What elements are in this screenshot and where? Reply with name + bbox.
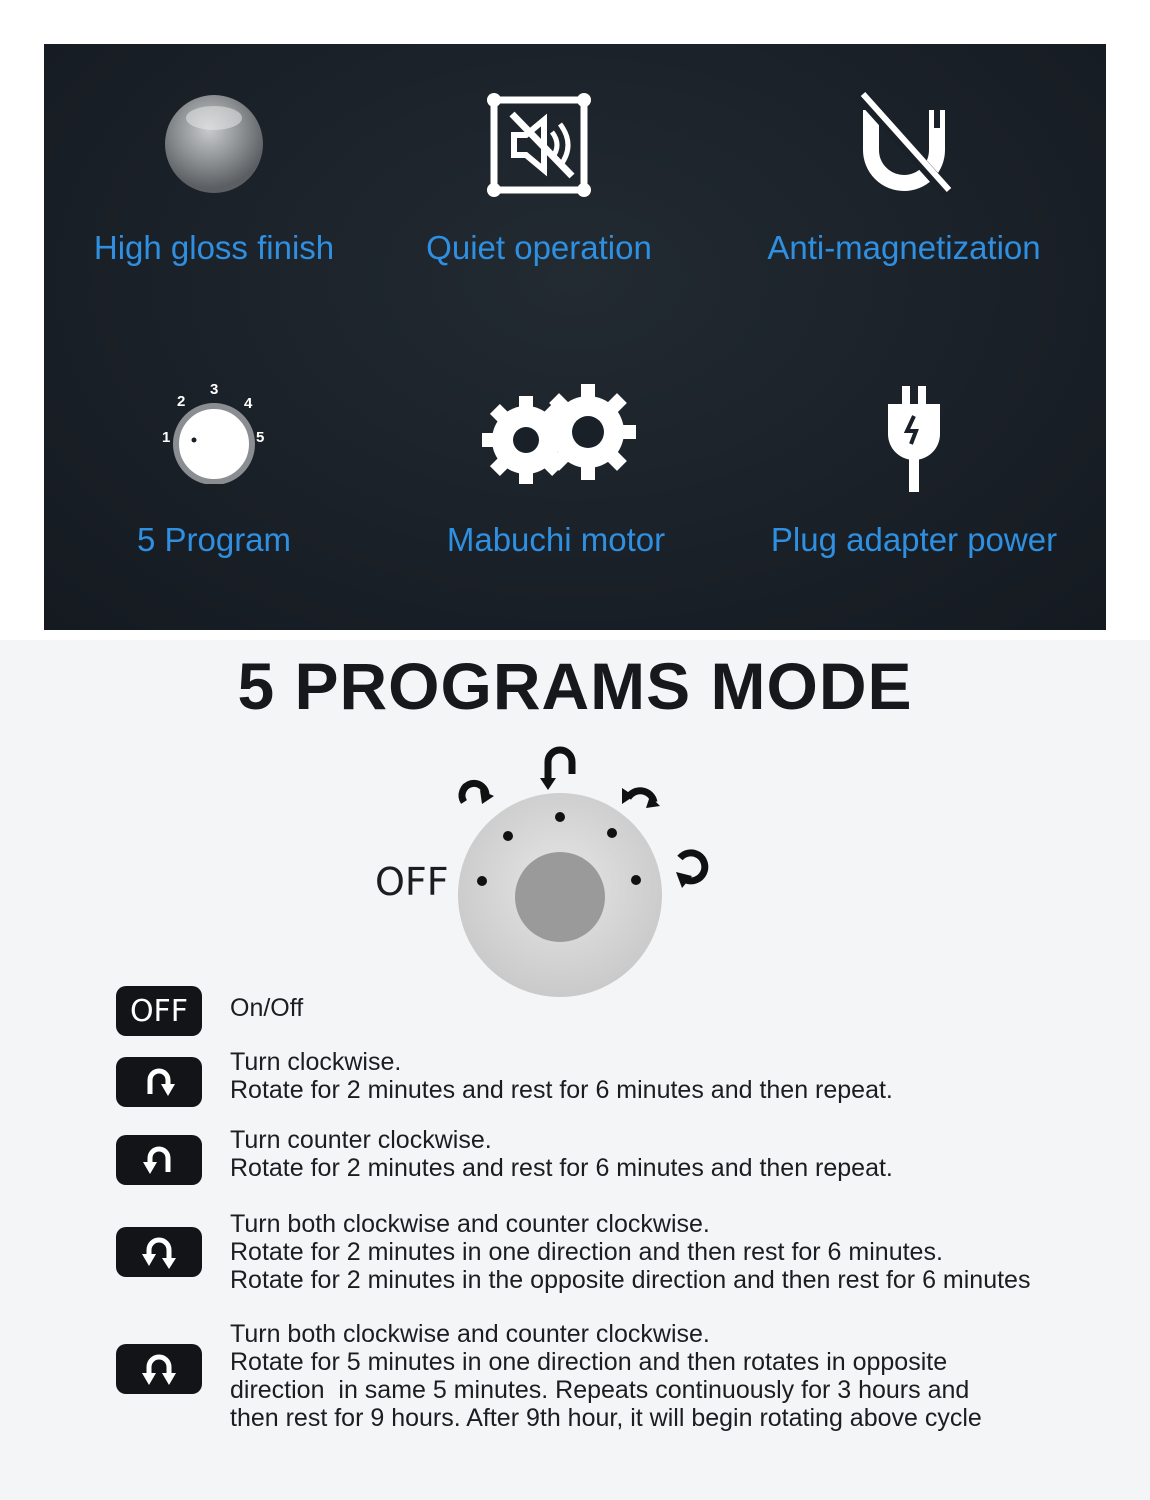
legend-line: direction in same 5 minutes. Repeats continuously for 3 hours and bbox=[230, 1376, 970, 1404]
legend-row-continuous bbox=[116, 1320, 1116, 1436]
gears-icon bbox=[476, 382, 636, 492]
dial-number-3: 3 bbox=[210, 381, 219, 398]
both-directions-arrow-icon bbox=[139, 1234, 179, 1270]
legend-description bbox=[230, 994, 303, 1022]
clockwise-badge bbox=[116, 1057, 202, 1107]
legend-line: Rotate for 5 minutes in one direction and then rotates in opposite bbox=[230, 1348, 948, 1376]
counter-clockwise-arrow-icon bbox=[548, 750, 572, 780]
dial-number-5: 5 bbox=[256, 429, 265, 446]
dial-off-label: OFF bbox=[375, 860, 449, 904]
continuous-badge bbox=[116, 1344, 202, 1394]
legend-description bbox=[230, 1048, 893, 1104]
power-plug-icon bbox=[874, 384, 954, 494]
legend-description bbox=[230, 1126, 893, 1182]
dial-number-2: 2 bbox=[177, 393, 186, 410]
clockwise-arrow-icon bbox=[141, 1064, 177, 1100]
legend-line: Rotate for 2 minutes in the opposite direction and then rest for 6 minutes bbox=[230, 1266, 1031, 1294]
dial-number-1: 1 bbox=[162, 429, 171, 446]
program-dial-graphic bbox=[360, 740, 740, 1000]
feature-quiet-operation bbox=[389, 84, 689, 284]
feature-label: Mabuchi motor bbox=[446, 521, 666, 558]
legend-line: On/Off bbox=[230, 994, 304, 1022]
feature-5-program bbox=[64, 374, 364, 574]
feature-plug-adapter bbox=[744, 374, 1084, 574]
legend-line: Rotate for 2 minutes in one direction and then rest for 6 minutes. bbox=[230, 1238, 943, 1266]
legend-description bbox=[230, 1320, 982, 1432]
legend-row-both-directions bbox=[116, 1210, 1116, 1298]
legend-line: Turn counter clockwise. bbox=[230, 1126, 492, 1154]
features-panel bbox=[44, 44, 1106, 630]
legend-line: Rotate for 2 minutes and rest for 6 minutes and then repeat. bbox=[230, 1076, 893, 1104]
legend-row-clockwise bbox=[116, 1048, 1116, 1110]
program-dial bbox=[360, 740, 740, 1000]
legend-line: Turn clockwise. bbox=[230, 1048, 402, 1076]
feature-mabuchi-motor bbox=[406, 374, 706, 574]
legend-line: Turn both clockwise and counter clockwise. bbox=[230, 1320, 710, 1348]
counter-clockwise-badge bbox=[116, 1135, 202, 1185]
no-magnet-icon bbox=[849, 90, 959, 200]
legend-row-off bbox=[116, 986, 1116, 1042]
legend-line: Turn both clockwise and counter clockwise. bbox=[230, 1210, 710, 1238]
feature-anti-magnetization bbox=[734, 84, 1074, 284]
counter-clockwise-arrow-icon bbox=[141, 1142, 177, 1178]
feature-label: High gloss finish bbox=[93, 229, 335, 266]
feature-label: Anti-magnetization bbox=[767, 229, 1041, 266]
mute-speaker-icon bbox=[484, 90, 594, 200]
legend-line: Rotate for 2 minutes and rest for 6 minutes and then repeat. bbox=[230, 1154, 893, 1182]
feature-high-gloss bbox=[64, 84, 364, 284]
feature-label: 5 Program bbox=[136, 521, 292, 558]
legend-line: then rest for 9 hours. After 9th hour, it will begin rotating above cycle bbox=[230, 1404, 982, 1432]
off-badge-label: OFF bbox=[129, 993, 189, 1029]
gloss-sphere-icon bbox=[159, 84, 269, 194]
feature-label: Plug adapter power bbox=[770, 521, 1058, 558]
feature-label: Quiet operation bbox=[426, 229, 652, 266]
off-badge bbox=[116, 986, 202, 1036]
dial-number-4: 4 bbox=[244, 395, 253, 412]
program-dial-icon bbox=[144, 374, 284, 484]
legend-row-counter-clockwise bbox=[116, 1126, 1116, 1188]
both-directions-badge bbox=[116, 1227, 202, 1277]
page-title: 5 PROGRAMS MODE bbox=[237, 649, 913, 723]
continuous-rotation-arrow-icon bbox=[139, 1351, 179, 1387]
legend-description bbox=[230, 1210, 1030, 1294]
